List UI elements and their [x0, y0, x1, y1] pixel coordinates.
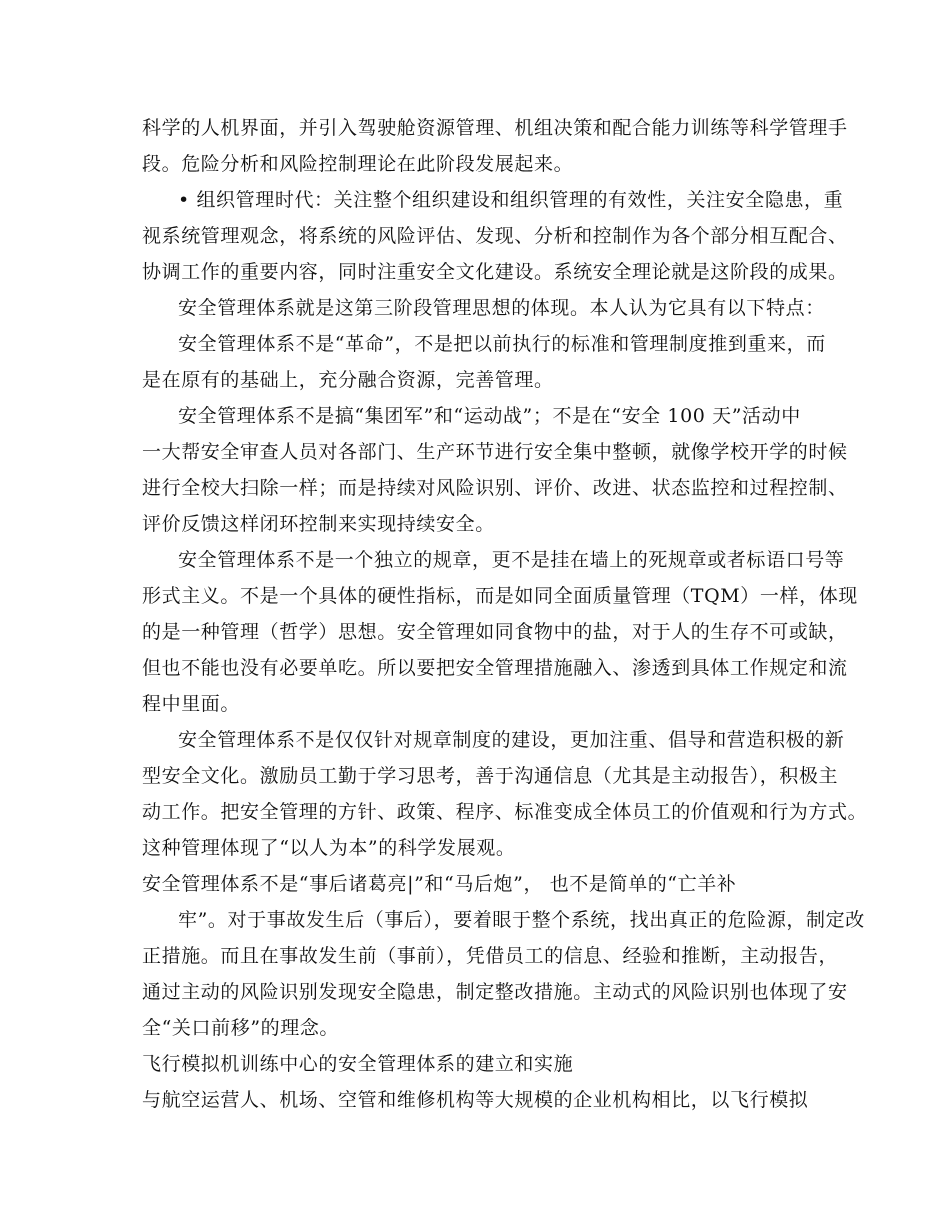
- text-line: 协调工作的重要内容，同时注重安全文化建设。系统安全理论就是这阶段的成果。: [142, 261, 848, 283]
- text-line: 型安全文化。激励员工勤于学习思考，善于沟通信息（尤其是主动报告），积极主: [142, 765, 839, 787]
- text-line: 通过主动的风险识别发现安全隐患，制定整改措施。主动式的风险识别也体现了安: [142, 981, 848, 1003]
- text-line: 动工作。把安全管理的方针、政策、程序、标准变成全体员工的价值观和行为方式。: [142, 801, 868, 823]
- text-line: 这种管理体现了“以人为本”的科学发展观。: [142, 837, 516, 859]
- text-line: 科学的人机界面，并引入驾驶舱资源管理、机组决策和配合能力训练等科学管理手: [142, 117, 848, 139]
- text-line: 段。危险分析和风险控制理论在此阶段发展起来。: [142, 153, 574, 175]
- text-line: 安全管理体系就是这第三阶段管理思想的体现。本人认为它具有以下特点：: [178, 297, 825, 319]
- text-line: 的是一种管理（哲学）思想。安全管理如同食物中的盐，对于人的生存不可或缺，: [142, 621, 848, 643]
- text-line: 是在原有的基础上，充分融合资源，完善管理。: [142, 369, 554, 391]
- text-line: 安全管理体系不是仅仅针对规章制度的建设，更加注重、倡导和营造积极的新: [178, 729, 845, 751]
- text-line: 安全管理体系不是“事后诸葛亮|”和“马后炮”， 也不是简单的“亡羊补: [142, 873, 737, 895]
- text-line: 但也不能也没有必要单吃。所以要把安全管理措施融入、渗透到具体工作规定和流: [142, 657, 848, 679]
- text-line: 程中里面。: [142, 693, 241, 715]
- text-line: 安全管理体系不是一个独立的规章，更不是挂在墙上的死规章或者标语口号等: [178, 549, 845, 571]
- text-line: 视系统管理观念，将系统的风险评估、发现、分析和控制作为各个部分相互配合、: [142, 225, 848, 247]
- text-line: 评价反馈这样闭环控制来实现持续安全。: [142, 513, 495, 535]
- text-line: • 组织管理时代：关注整个组织建设和组织管理的有效性，关注安全隐患，重: [178, 189, 844, 211]
- text-line: 全“关口前移”的理念。: [142, 1017, 340, 1039]
- text-line: 正措施。而且在事故发生前（事前），凭借员工的信息、经验和推断，主动报告，: [142, 945, 839, 967]
- text-line: 安全管理体系不是“革命”，不是把以前执行的标准和管理制度推到重来，而: [178, 333, 826, 355]
- text-line: 进行全校大扫除一样；而是持续对风险识别、评价、改进、状态监控和过程控制、: [142, 477, 848, 499]
- text-line: 与航空运营人、机场、空管和维修机构等大规模的企业机构相比，以飞行模拟: [142, 1089, 809, 1111]
- text-line: 牢”。对于事故发生后（事后），要着眼于整个系统，找出真正的危险源，制定改: [178, 909, 865, 931]
- text-line: 安全管理体系不是搞“集团军”和“运动战”；不是在“安全 100 天”活动中: [178, 405, 801, 427]
- text-line: 一大帮安全审查人员对各部门、生产环节进行安全集中整顿，就像学校开学的时候: [142, 441, 848, 463]
- section-heading: 飞行模拟机训练中心的安全管理体系的建立和实施: [142, 1053, 574, 1075]
- text-line: 形式主义。不是一个具体的硬性指标，而是如同全面质量管理（TQM）一样，体现: [142, 585, 858, 607]
